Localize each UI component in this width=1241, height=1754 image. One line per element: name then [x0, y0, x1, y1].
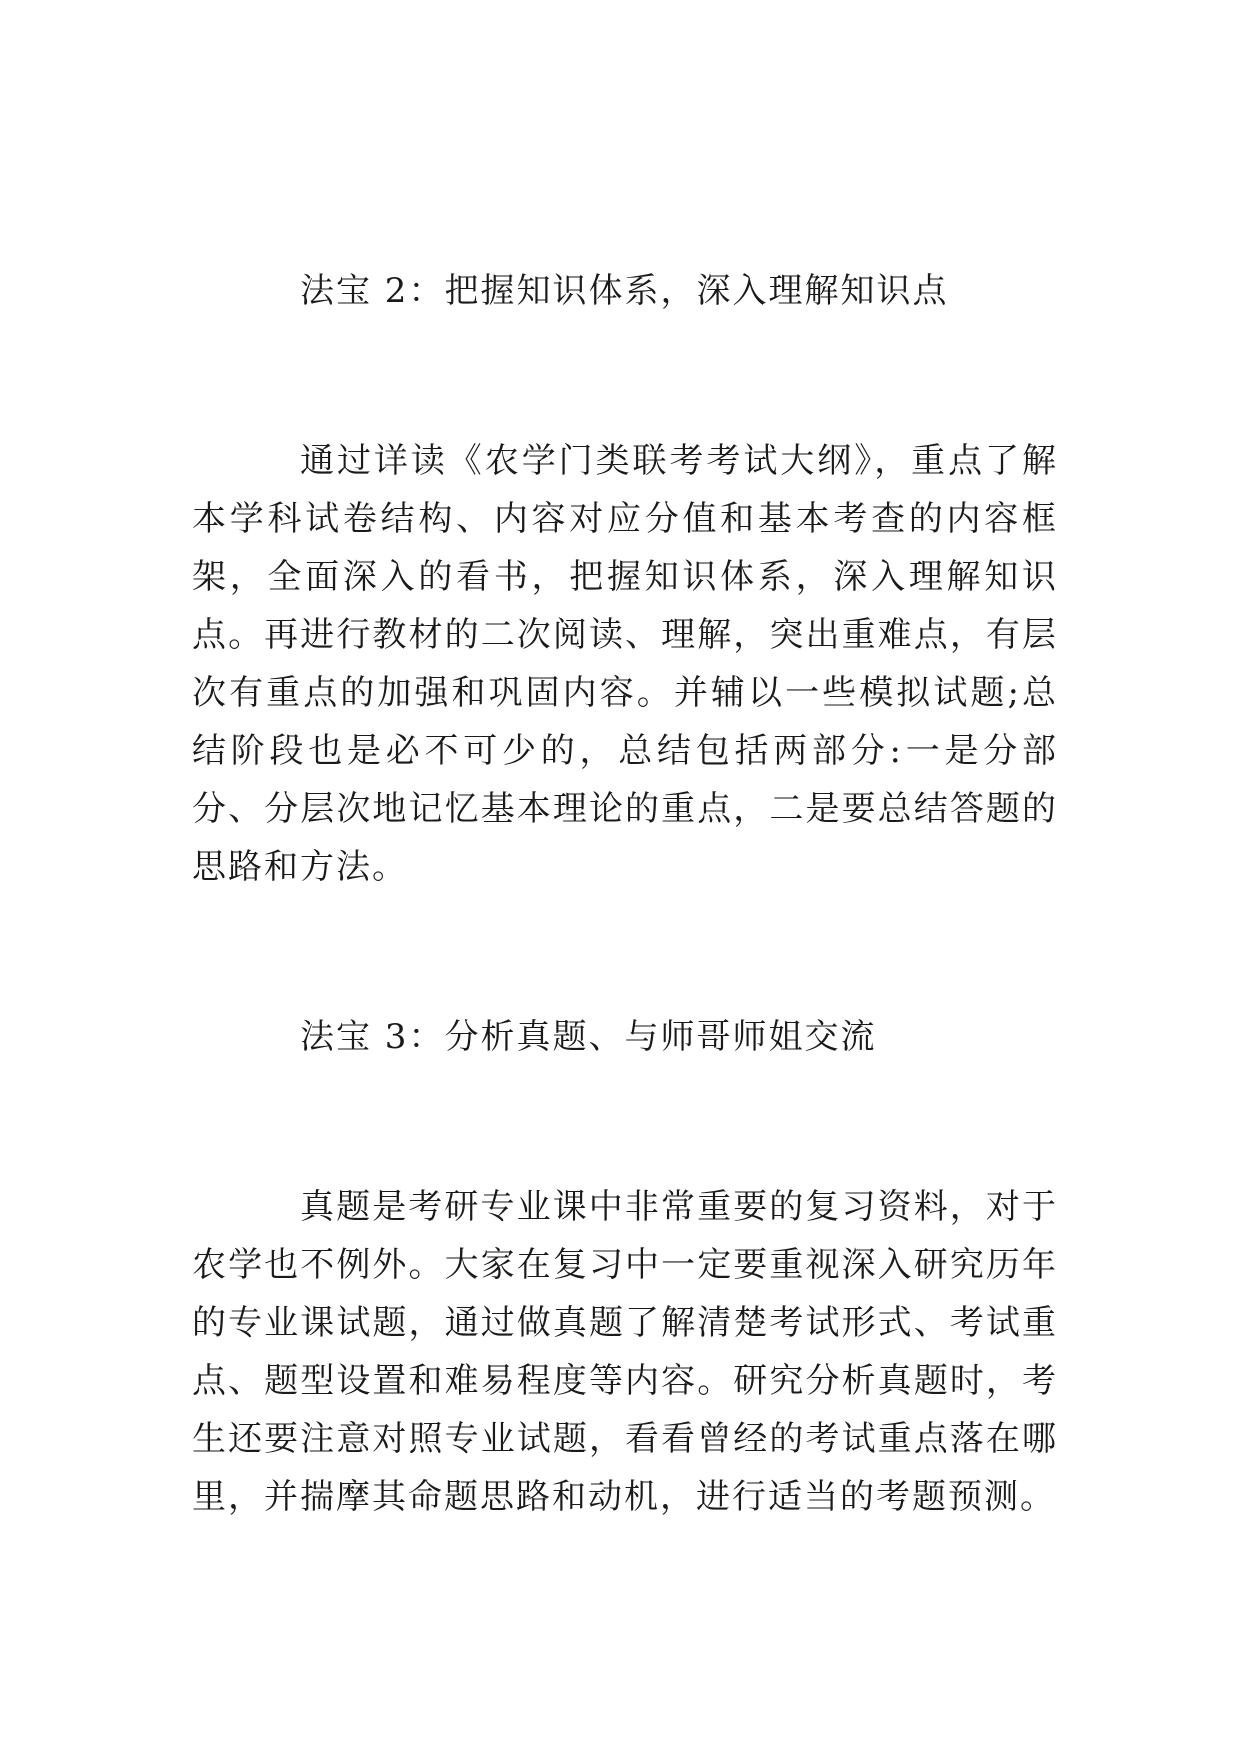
- section-heading-2: 法宝 2：把握知识体系，深入理解知识点: [300, 271, 949, 311]
- section-heading-3: 法宝 3：分析真题、与师哥师姐交流: [300, 1017, 877, 1057]
- section-paragraph-3: 真题是考研专业课中非常重要的复习资料，对于农学也不例外。大家在复习中一定要重视深入研究历年的专业课试题，通过做真题了解清楚考试形式、考试重点、题型设置和难易程度等内容。研究分析真题时，考生还要注意对照专业试题，看看曾经的考试重点落在哪里，并揣摩其命题思路和动机，进行适当的考题预测。: [192, 1187, 1058, 1517]
- section-paragraph-2: 通过详读《农学门类联考考试大纲》，重点了解本学科试卷结构、内容对应分值和基本考查的内容框架，全面深入的看书，把握知识体系，深入理解知识点。再进行教材的二次阅读、理解，突出重难点，有层次有重点的加强和巩固内容。并辅以一些模拟试题;总结阶段也是必不可少的，总结包括两部分:一是分部分、分层次地记忆基本理论的重点，二是要总结答题的思路和方法。: [192, 441, 1058, 887]
- document-body: [192, 262, 1058, 1526]
